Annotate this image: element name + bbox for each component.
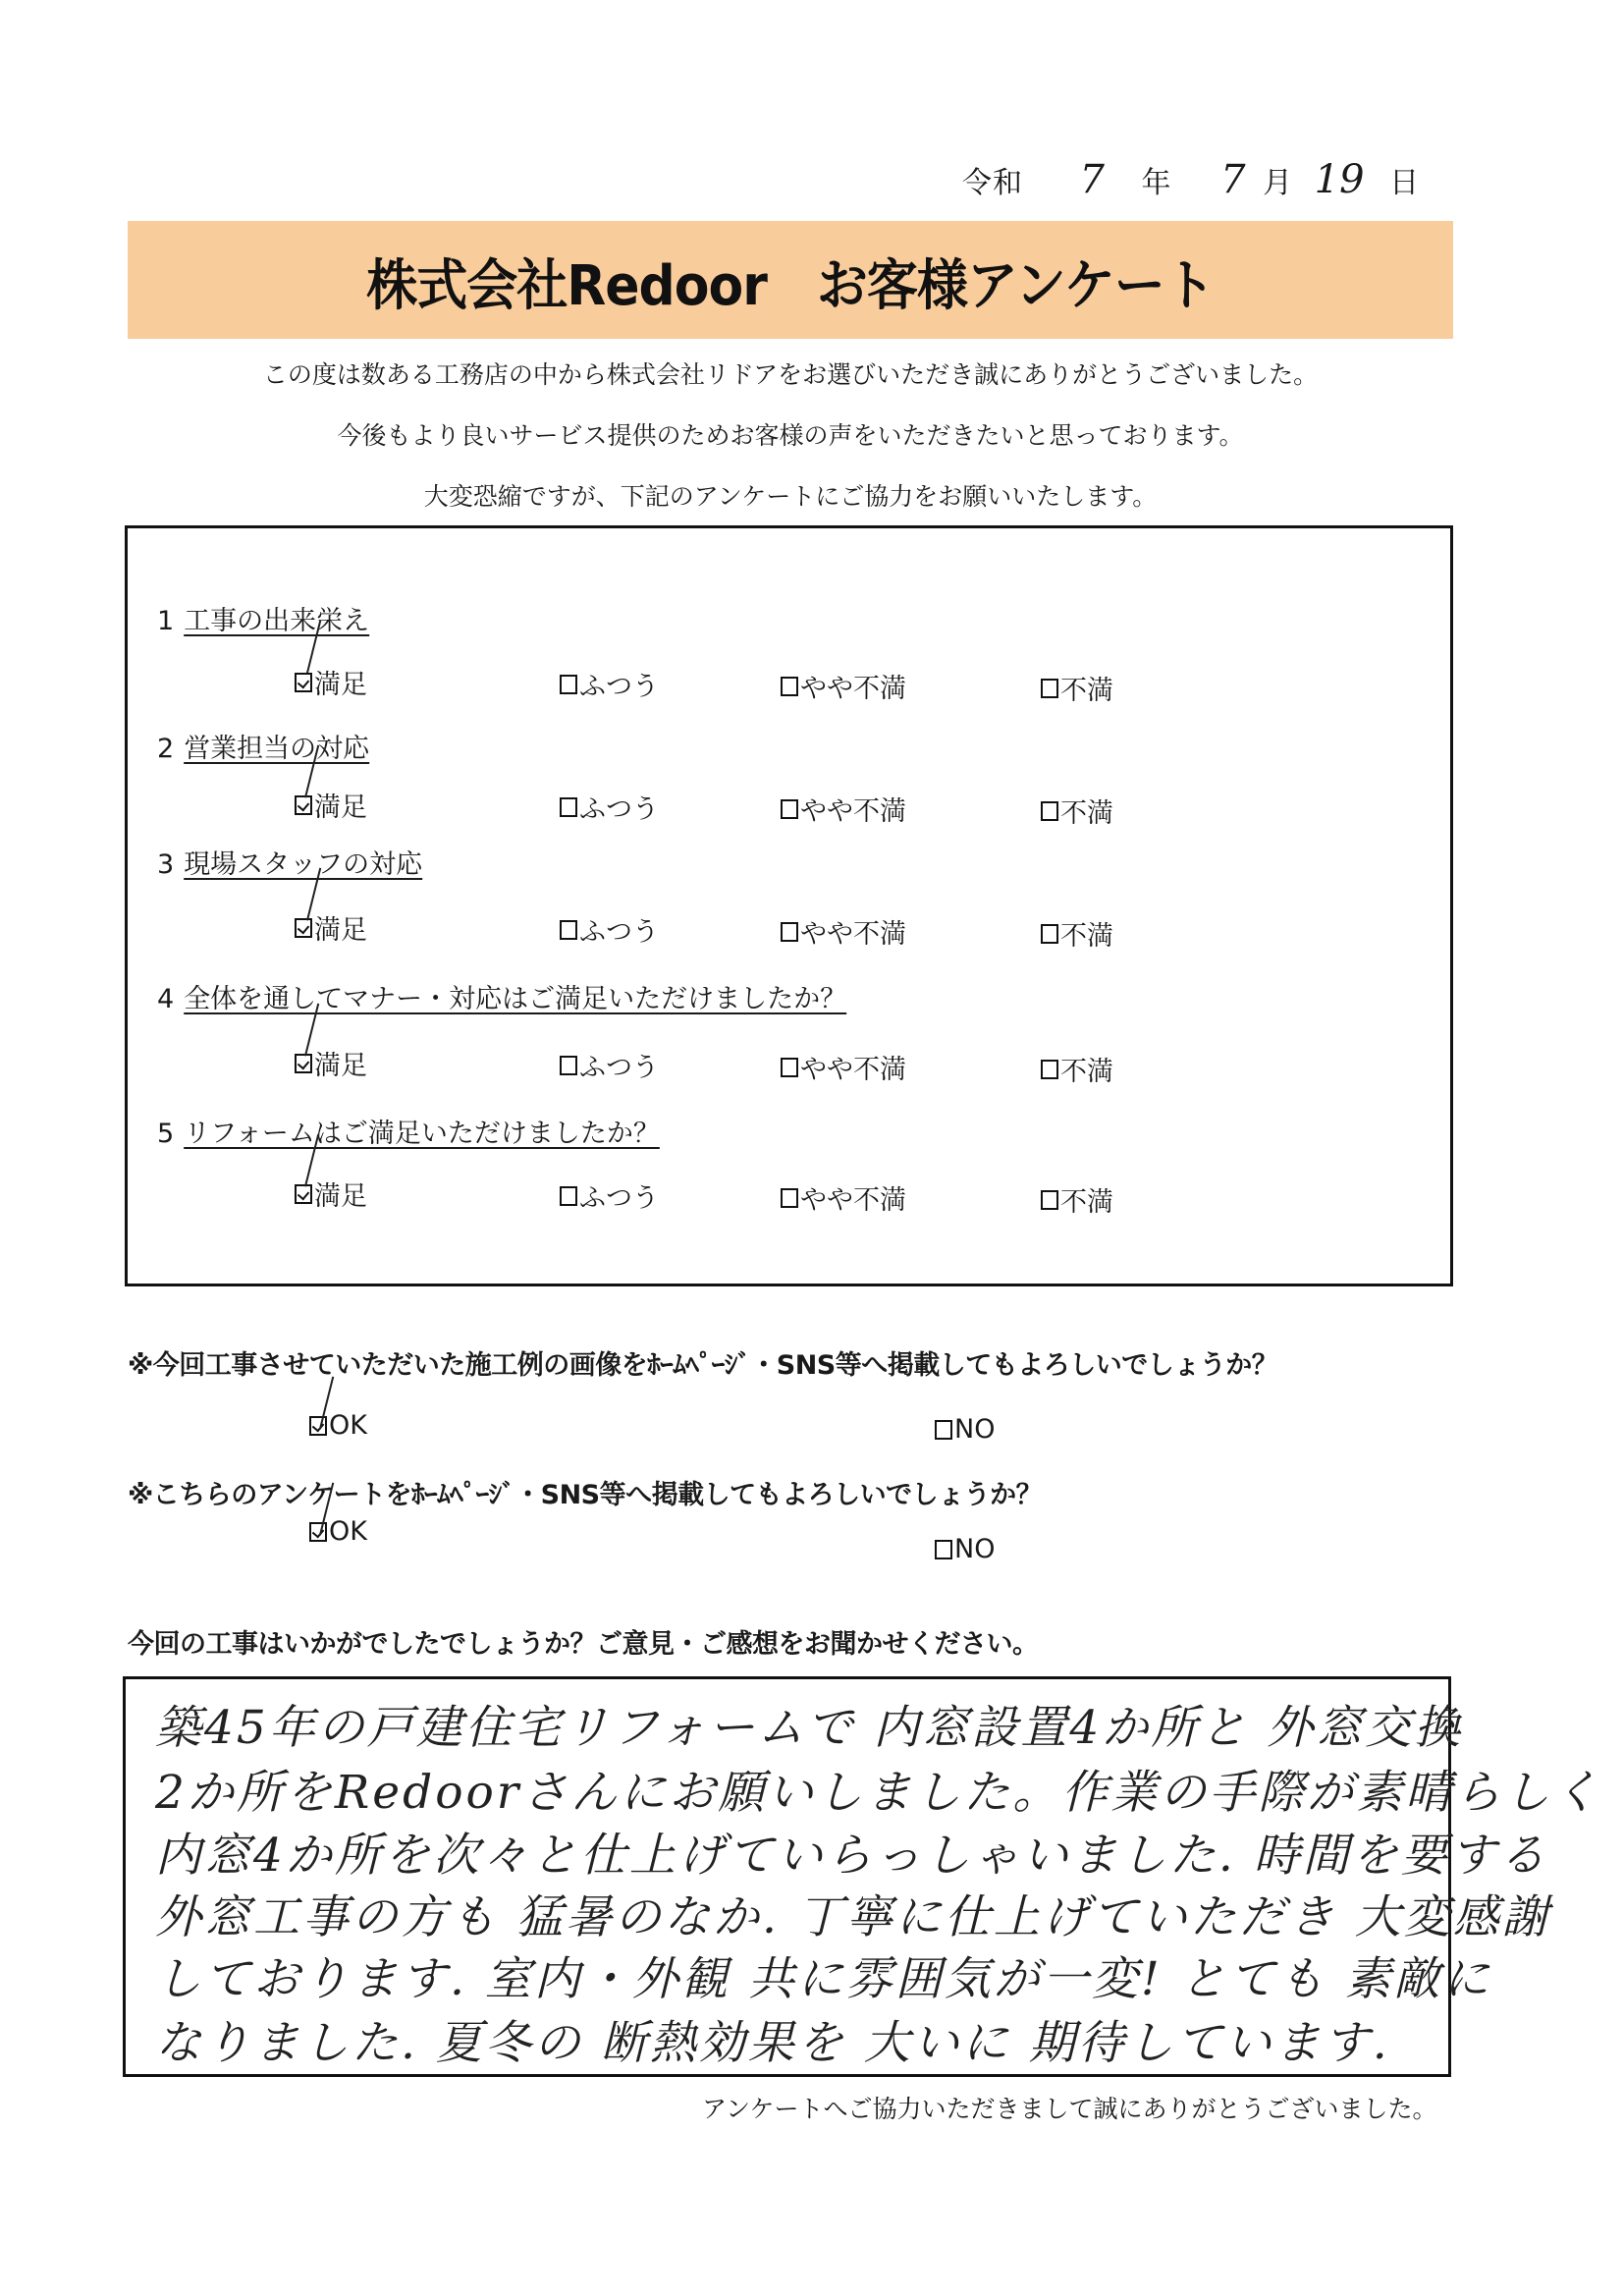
survey-box	[125, 525, 1453, 1286]
q3-option-dissatisfied[interactable]	[1041, 914, 1113, 953]
option-label: 満足	[314, 793, 367, 823]
year-label: 年	[1141, 166, 1172, 200]
checkbox-icon[interactable]	[560, 675, 577, 694]
q3-option-somewhat-dissatisfied[interactable]	[781, 912, 906, 951]
q2-option-somewhat-dissatisfied[interactable]	[781, 790, 906, 828]
checkbox-icon[interactable]	[560, 920, 577, 940]
option-label: やや不満	[800, 796, 906, 827]
option-label: ふつう	[579, 917, 659, 948]
q1-option-satisfied[interactable]	[295, 663, 367, 701]
checkbox-icon[interactable]	[781, 922, 798, 942]
question-text: リフォームはご満足いただけましたか？	[184, 1119, 660, 1149]
q5-option-neutral[interactable]	[560, 1176, 659, 1215]
q5-option-somewhat-dissatisfied[interactable]	[781, 1178, 906, 1217]
checkbox-checked-icon[interactable]	[295, 1184, 312, 1204]
option-label: NO	[954, 1414, 996, 1445]
question-text: 現場スタッフの対応	[184, 849, 423, 880]
publish-survey-ok[interactable]	[309, 1516, 367, 1547]
q1-option-dissatisfied[interactable]	[1041, 669, 1113, 707]
question-text: 全体を通してマナー・対応はご満足いただけましたか？	[184, 984, 847, 1014]
option-label: 不満	[1060, 798, 1113, 829]
checkbox-checked-icon[interactable]	[309, 1416, 327, 1436]
comment-line-2: 2か所をRedoorさんにお願いしました。作業の手際が素晴らしく	[155, 1766, 1602, 1820]
checkbox-checked-icon[interactable]	[295, 673, 312, 692]
option-label: 満足	[314, 670, 367, 700]
question-4	[157, 977, 846, 1015]
question-number: 1	[157, 606, 175, 636]
q2-option-dissatisfied[interactable]	[1041, 792, 1113, 830]
month-label: 月	[1263, 166, 1294, 200]
question-1	[157, 599, 369, 637]
checkbox-checked-icon[interactable]	[309, 1522, 327, 1542]
question-number: 2	[157, 734, 175, 764]
option-label: OK	[329, 1410, 367, 1441]
option-label: ふつう	[579, 794, 659, 825]
option-label: 満足	[314, 1181, 367, 1212]
option-label: やや不満	[800, 1185, 906, 1216]
option-label: ふつう	[579, 1183, 659, 1214]
checkbox-icon[interactable]	[781, 1058, 798, 1077]
footer-thanks: アンケートへご協力いただきまして誠にありがとうございました。	[702, 2095, 1437, 2123]
checkbox-icon[interactable]	[560, 1186, 577, 1206]
option-label: 満足	[314, 1051, 367, 1081]
q5-option-dissatisfied[interactable]	[1041, 1180, 1113, 1219]
q3-option-satisfied[interactable]	[295, 908, 367, 947]
checkbox-icon[interactable]	[781, 1188, 798, 1208]
option-label: 満足	[314, 915, 367, 946]
question-2	[157, 727, 369, 765]
option-label: NO	[954, 1534, 996, 1564]
q1-option-somewhat-dissatisfied[interactable]	[781, 667, 906, 705]
day-value: 19	[1314, 157, 1365, 202]
comment-line-3: 内窓4か所を次々と仕上げていらっしゃいました. 時間を要する	[155, 1829, 1548, 1883]
title-band	[128, 221, 1453, 339]
option-label: ふつう	[579, 672, 659, 702]
date-line	[962, 157, 1420, 202]
question-number: 4	[157, 984, 175, 1014]
option-label: 不満	[1060, 1057, 1113, 1087]
publish-photos-question: ※今回工事させていただいた施工例の画像をﾎｰﾑﾍﾟｰｼﾞ・SNS等へ掲載してもよろしいでしょうか？	[128, 1350, 1278, 1381]
intro-line-1: この度は数ある工務店の中から株式会社リドアをお選びいただき誠にありがとうございました。	[262, 360, 1319, 389]
q3-option-neutral[interactable]	[560, 910, 659, 949]
option-label: 不満	[1060, 676, 1113, 706]
comment-line-1: 築45年の戸建住宅リフォームで 内窓設置4か所と 外窓交換	[155, 1701, 1464, 1755]
option-label: やや不満	[800, 674, 906, 704]
checkbox-icon[interactable]	[1041, 801, 1058, 821]
comment-line-6: なりました. 夏冬の 断熱効果を 大いに 期待しています.	[155, 2016, 1390, 2070]
checkbox-icon[interactable]	[935, 1540, 952, 1559]
q2-option-neutral[interactable]	[560, 788, 659, 826]
option-label: ふつう	[579, 1053, 659, 1083]
checkbox-icon[interactable]	[560, 1056, 577, 1075]
checkbox-checked-icon[interactable]	[295, 918, 312, 938]
day-label: 日	[1389, 166, 1421, 200]
era-label: 令和	[962, 166, 1023, 200]
checkbox-icon[interactable]	[560, 797, 577, 817]
option-label: OK	[329, 1516, 367, 1547]
comment-line-4: 外窓工事の方も 猛暑のなか. 丁寧に仕上げていただき 大変感謝	[155, 1890, 1551, 1944]
question-3	[157, 843, 422, 881]
publish-survey-question: ※こちらのアンケートをﾎｰﾑﾍﾟｰｼﾞ・SNS等へ掲載してもよろしいでしょうか？	[128, 1480, 1043, 1510]
year-value: 7	[1079, 157, 1105, 202]
comment-line-5: しております. 室内・外観 共に雰囲気が一変! とても 素敵に	[155, 1952, 1492, 2006]
intro-line-3: 大変恐縮ですが、下記のアンケートにご協力をお願いいたします。	[423, 482, 1158, 511]
intro-line-2: 今後もより良いサービス提供のためお客様の声をいただきたいと思っております。	[337, 421, 1244, 450]
question-number: 5	[157, 1119, 175, 1149]
option-label: やや不満	[800, 1055, 906, 1085]
q4-option-somewhat-dissatisfied[interactable]	[781, 1048, 906, 1086]
comment-prompt: 今回の工事はいかがでしたでしょうか？ご意見・ご感想をお聞かせください。	[128, 1629, 1039, 1660]
checkbox-icon[interactable]	[1041, 924, 1058, 944]
checkbox-icon[interactable]	[781, 677, 798, 696]
q4-option-neutral[interactable]	[560, 1046, 659, 1084]
checkbox-icon[interactable]	[1041, 1190, 1058, 1210]
page-title: 株式会社Redoor お客様アンケート	[366, 253, 1215, 318]
checkbox-icon[interactable]	[781, 799, 798, 819]
question-text: 営業担当の対応	[184, 734, 370, 764]
checkbox-checked-icon[interactable]	[295, 1054, 312, 1073]
checkbox-icon[interactable]	[1041, 679, 1058, 698]
publish-photos-ok[interactable]	[309, 1410, 367, 1441]
comment-box[interactable]	[123, 1676, 1602, 2077]
publish-survey-no[interactable]	[935, 1534, 995, 1564]
q1-option-neutral[interactable]	[560, 665, 659, 703]
month-value: 7	[1220, 157, 1246, 202]
checkbox-checked-icon[interactable]	[295, 795, 312, 815]
publish-photos-no[interactable]	[935, 1414, 995, 1445]
checkbox-icon[interactable]	[935, 1420, 952, 1440]
option-label: 不満	[1060, 921, 1113, 952]
question-5	[157, 1112, 660, 1150]
q4-option-dissatisfied[interactable]	[1041, 1050, 1113, 1088]
question-text: 工事の出来栄え	[184, 606, 370, 636]
option-label: やや不満	[800, 919, 906, 950]
question-number: 3	[157, 849, 175, 880]
checkbox-icon[interactable]	[1041, 1060, 1058, 1079]
option-label: 不満	[1060, 1187, 1113, 1218]
